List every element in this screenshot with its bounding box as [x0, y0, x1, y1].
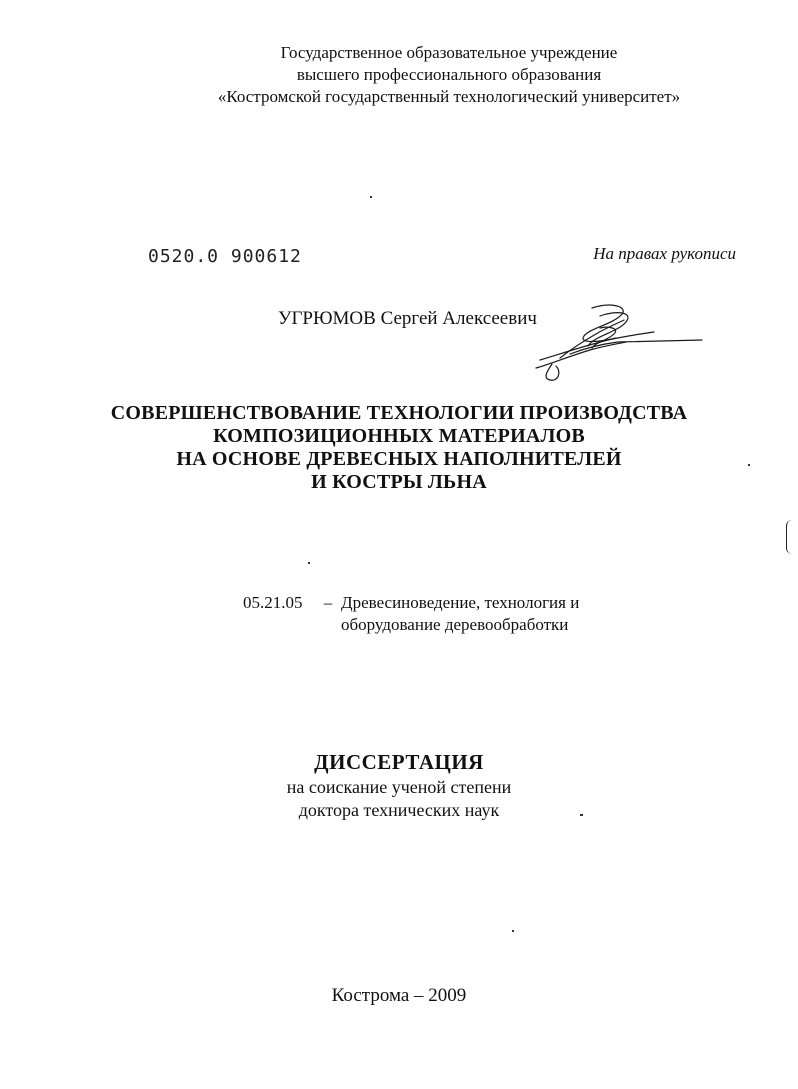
margin-mark	[786, 520, 793, 554]
institution-line-1: Государственное образовательное учреждение	[280, 43, 618, 62]
title-line-3: НА ОСНОВЕ ДРЕВЕСНЫХ НАПОЛНИТЕЛЕЙ	[176, 448, 622, 470]
institution-header	[50, 42, 798, 108]
author-name: УГРЮМОВ Сергей Алексеевич	[278, 308, 537, 329]
specialty-name-line-1: Древесиноведение, технология и	[341, 593, 580, 612]
specialty-code: 05.21.05	[243, 593, 303, 612]
scan-speck	[370, 196, 372, 198]
title-line-2: КОМПОЗИЦИОННЫХ МАТЕРИАЛОВ	[213, 425, 585, 447]
signature-icon	[530, 298, 710, 382]
degree-line-2: доктора технических наук	[298, 800, 500, 820]
scan-speck	[308, 562, 310, 564]
scan-speck	[748, 464, 750, 466]
specialty-dash: –	[323, 593, 333, 612]
scan-speck	[512, 930, 514, 932]
rights-note: На правах рукописи	[593, 244, 736, 263]
specialty-name-line-2: оборудование деревообработки	[341, 615, 569, 634]
city-year: Кострома – 2009	[331, 985, 467, 1006]
title-line-4: И КОСТРЫ ЛЬНА	[311, 471, 487, 493]
title-line-1: СОВЕРШЕНСТВОВАНИЕ ТЕХНОЛОГИИ ПРОИЗВОДСТВА	[110, 402, 688, 424]
institution-line-2: высшего профессионального образования	[296, 65, 602, 84]
degree-line-1: на соискание ученой степени	[286, 777, 512, 797]
dissertation-title	[0, 402, 798, 494]
specialty-block	[243, 592, 579, 636]
scan-speck	[580, 814, 583, 816]
dissertation-heading: ДИССЕРТАЦИЯ	[314, 750, 484, 774]
document-number: 0520.0 900612	[148, 246, 302, 267]
degree-description	[0, 776, 798, 822]
institution-line-3: «Костромской государственный технологический университет»	[217, 87, 681, 106]
